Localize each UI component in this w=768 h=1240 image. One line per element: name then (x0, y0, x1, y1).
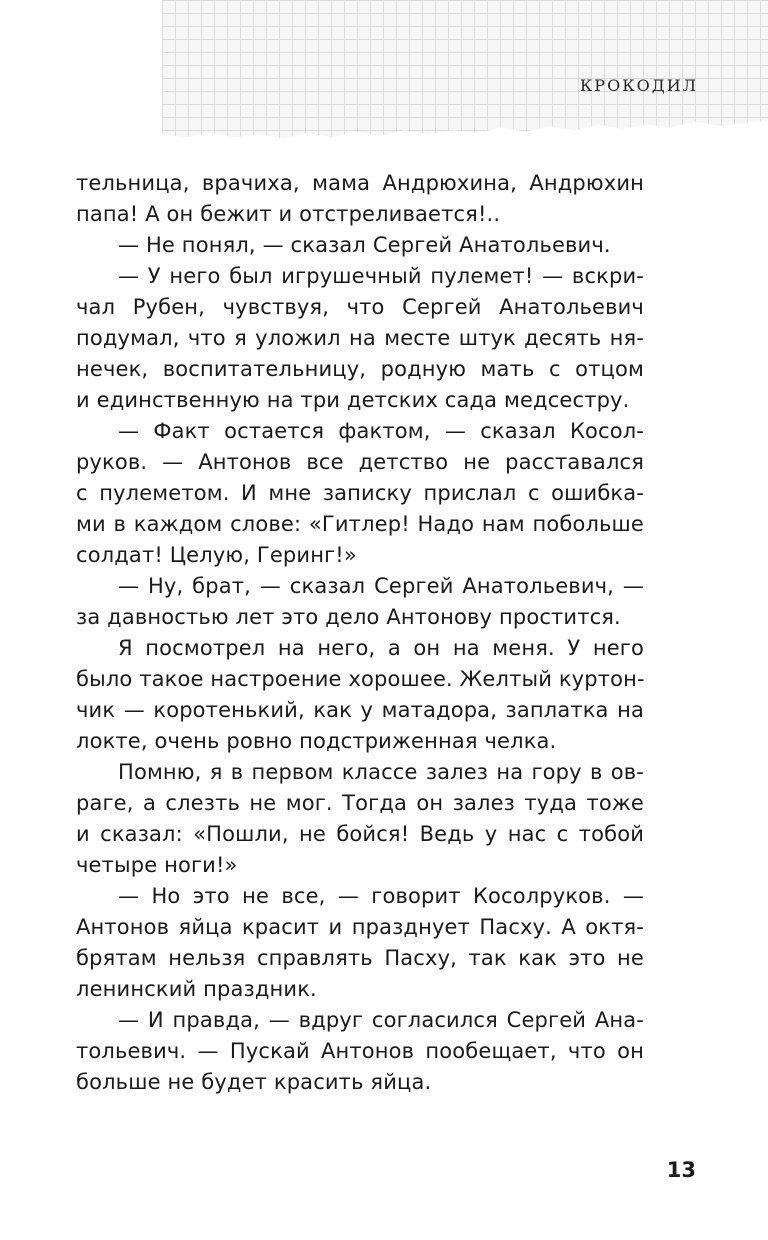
text-line: и единственную на три детских сада медсестру. (76, 388, 630, 412)
grid-paper-header-decoration (162, 0, 768, 140)
text-line: — Факт остается фактом, — сказал Косол- (118, 419, 644, 443)
text-line: папа! А он бежит и отстреливается!.. (76, 202, 501, 226)
text-line: — Но это не все, — говорит Косолруков. — (118, 884, 644, 908)
text-line: чик — коротенький, как у матадора, заплатка на (76, 698, 644, 722)
text-line: — У него был игрушечный пулемет! — вскри- (118, 264, 644, 288)
page-number: 13 (666, 1158, 696, 1182)
text-line: за давностью лет это дело Антонову простится. (76, 605, 621, 629)
running-head-title: КРОКОДИЛ (579, 76, 698, 95)
text-line: Я посмотрел на него, а он на меня. У него (118, 636, 644, 660)
text-line: руков. — Антонов все детство не расставался (76, 450, 644, 474)
text-line: чал Рубен, чувствуя, что Сергей Анатольевич (76, 295, 644, 319)
text-line: с пулеметом. И мне записку прислал с ошибка- (76, 481, 644, 505)
text-line: больше не будет красить яйца. (76, 1070, 432, 1094)
text-line: брятам нельзя справлять Пасху, так как это не (76, 946, 644, 970)
text-line: тольевич. — Пускай Антонов пообещает, что он (76, 1039, 644, 1063)
text-line: и сказал: «Пошли, не бойся! Ведь у нас с тобой (76, 822, 644, 846)
text-line: — Ну, брат, — сказал Сергей Анатольевич, — (118, 574, 644, 598)
text-line: раге, а слезть не мог. Тогда он залез туда тоже (76, 791, 644, 815)
text-line: ми в каждом слове: «Гитлер! Надо нам побольше (76, 512, 644, 536)
text-line: — Не понял, — сказал Сергей Анатольевич. (118, 233, 611, 257)
text-line: тельница, врачиха, мама Андрюхина, Андрюхин (76, 171, 644, 195)
body-text (76, 168, 644, 1098)
text-line: ленинский праздник. (76, 977, 317, 1001)
text-line: нечек, воспитательницу, родную мать с отцом (76, 357, 644, 381)
text-line: Антонов яйца красит и празднует Пасху. А октя- (76, 915, 644, 939)
text-line: — И правда, — вдруг согласился Сергей Ана- (118, 1008, 644, 1032)
text-line: подумал, что я уложил на месте штук десять ня- (76, 326, 644, 350)
text-line: локте, очень ровно подстриженная челка. (76, 729, 557, 753)
text-line: было такое настроение хорошее. Желтый куртон- (76, 667, 645, 691)
text-line: Помню, я в первом классе залез на гору в ов- (118, 760, 644, 784)
text-line: четыре ноги!» (76, 853, 238, 877)
text-line: солдат! Целую, Геринг!» (76, 543, 357, 567)
